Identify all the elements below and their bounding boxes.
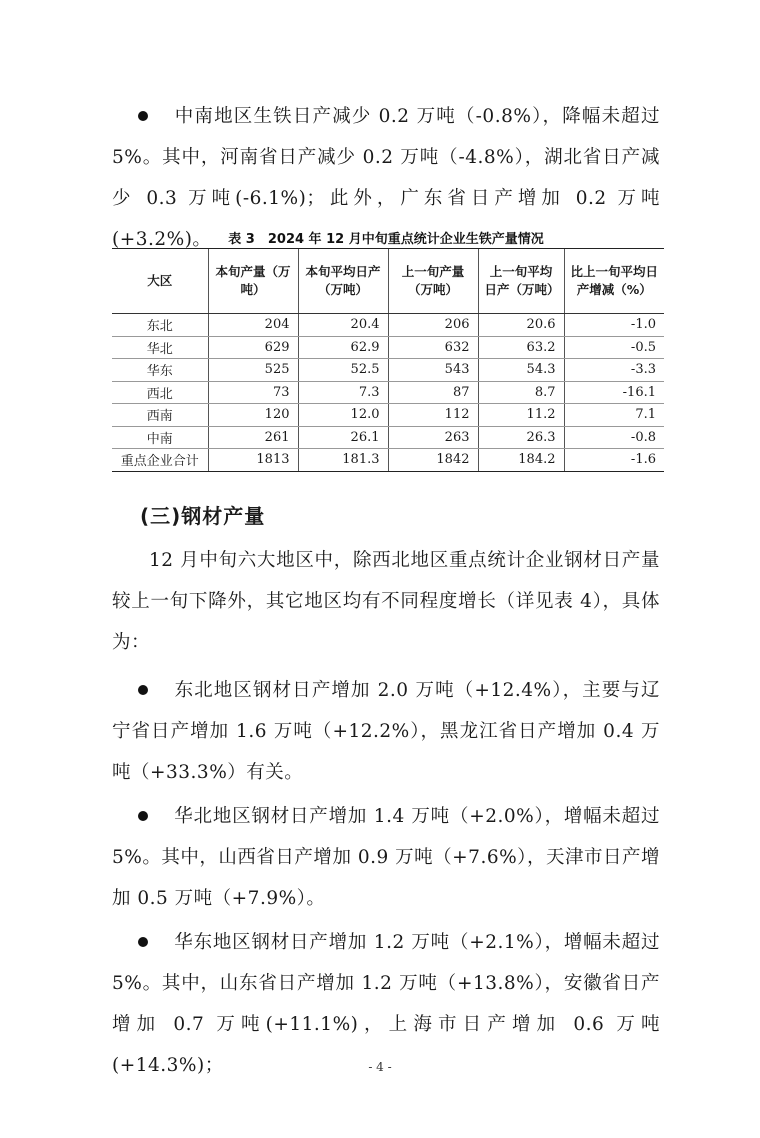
table-row [112, 426, 664, 449]
bullet-icon [138, 811, 148, 821]
paragraph-text: 华北地区钢材日产增加 1.4 万吨（+2.0%），增幅未超过 5%。其中，山西省日产增加 0.9 万吨（+7.6%），天津市日产增加 0.5 万吨（+7.9%）。 [112, 806, 660, 909]
header-current-output: 本旬产量（万吨） [208, 249, 298, 314]
header-previous-daily: 上一旬平均日产（万吨） [478, 249, 564, 314]
paragraph-text: 中南地区生铁日产减少 0.2 万吨（-0.8%），降幅未超过 5%。其中，河南省日产减少 0.2 万吨（-4.8%），湖北省日产减少 0.3 万吨(-6.1%)；此外，广东省日产增加 0.2 万吨(+3.2%)。 [112, 106, 660, 250]
table-cell: 20.6 [478, 314, 564, 337]
table-cell: 中南 [112, 426, 208, 449]
table-cell: 525 [208, 359, 298, 382]
header-current-daily: 本旬平均日产（万吨） [298, 249, 388, 314]
table-cell: 西北 [112, 381, 208, 404]
table-cell: 120 [208, 404, 298, 427]
table-cell: 26.3 [478, 426, 564, 449]
table-cell: 7.3 [298, 381, 388, 404]
table-cell: 华东 [112, 359, 208, 382]
paragraph-text: 华东地区钢材日产增加 1.2 万吨（+2.1%），增幅未超过 5%。其中，山东省日产增加 1.2 万吨（+13.8%），安徽省日产增加 0.7 万吨(+11.1%)，上海市日产增加 0.6 万吨(+14.3%)； [112, 932, 660, 1076]
iron-output-table [112, 248, 664, 472]
table-cell: 1813 [208, 449, 298, 472]
table-cell: 73 [208, 381, 298, 404]
table-cell: 261 [208, 426, 298, 449]
header-change-percent: 比上一旬平均日产增减（%） [564, 249, 664, 314]
table-header-row [112, 249, 664, 314]
table-caption: 表 3 2024 年 12 月中旬重点统计企业生铁产量情况 [228, 232, 544, 247]
table-cell: 西南 [112, 404, 208, 427]
table-row [112, 314, 664, 337]
table-cell: 263 [388, 426, 478, 449]
table-cell: -1.0 [564, 314, 664, 337]
table-cell: 87 [388, 381, 478, 404]
table-cell: 20.4 [298, 314, 388, 337]
table-cell: 52.5 [298, 359, 388, 382]
table-row [112, 359, 664, 382]
header-region: 大区 [112, 249, 208, 314]
table-cell: 629 [208, 336, 298, 359]
table-row [112, 404, 664, 427]
table-cell: 62.9 [298, 336, 388, 359]
table-row [112, 336, 664, 359]
table-cell: -1.6 [564, 449, 664, 472]
header-previous-output: 上一旬产量（万吨） [388, 249, 478, 314]
table-cell: -0.8 [564, 426, 664, 449]
table-cell: 7.1 [564, 404, 664, 427]
table-cell: 543 [388, 359, 478, 382]
table-cell: -0.5 [564, 336, 664, 359]
paragraph-text: 东北地区钢材日产增加 2.0 万吨（+12.4%），主要与辽宁省日产增加 1.6 万吨（+12.2%），黑龙江省日产增加 0.4 万吨（+33.3%）有关。 [112, 680, 660, 783]
table-cell: 11.2 [478, 404, 564, 427]
table-row [112, 381, 664, 404]
table-cell: 12.0 [298, 404, 388, 427]
section-heading: (三)钢材产量 [140, 504, 266, 528]
paragraph-north-steel [112, 796, 660, 919]
bullet-icon [138, 685, 148, 695]
table-cell: 184.2 [478, 449, 564, 472]
table-cell: -3.3 [564, 359, 664, 382]
table-cell: 26.1 [298, 426, 388, 449]
table-cell: 54.3 [478, 359, 564, 382]
page-number: - 4 - [368, 1060, 392, 1074]
table-cell: -16.1 [564, 381, 664, 404]
table-cell: 东北 [112, 314, 208, 337]
table-total-row [112, 449, 664, 472]
table-cell: 206 [388, 314, 478, 337]
table-cell: 632 [388, 336, 478, 359]
table-cell: 重点企业合计 [112, 449, 208, 472]
bullet-icon [138, 937, 148, 947]
table-cell: 181.3 [298, 449, 388, 472]
table-cell: 112 [388, 404, 478, 427]
paragraph-northeast-steel [112, 670, 660, 793]
table-cell: 63.2 [478, 336, 564, 359]
paragraph-steel-intro: 12 月中旬六大地区中，除西北地区重点统计企业钢材日产量较上一旬下降外，其它地区均有不同程度增长（详见表 4），具体为： [112, 550, 660, 653]
table-cell: 华北 [112, 336, 208, 359]
table-cell: 204 [208, 314, 298, 337]
table-cell: 1842 [388, 449, 478, 472]
table-cell: 8.7 [478, 381, 564, 404]
bullet-icon [138, 111, 148, 121]
